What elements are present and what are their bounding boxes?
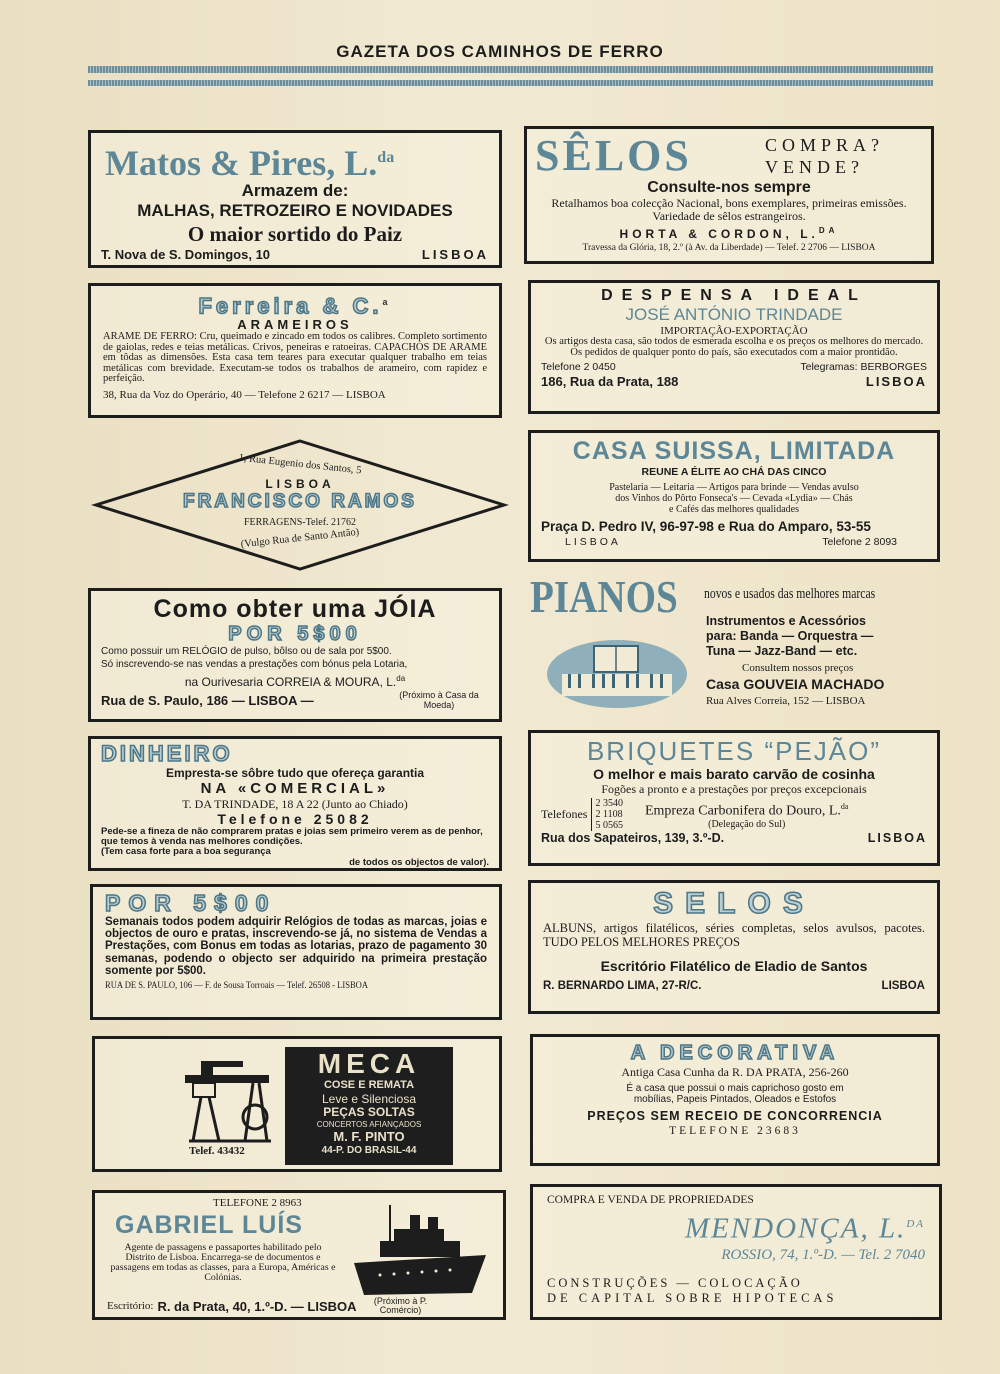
briquetes-tel-2: 2 1108 [595,809,623,820]
matos-line3: O maior sortido do Paiz [187,222,403,246]
mendonca-l3: DE CAPITAL SOBRE HIPOTECAS [547,1290,838,1305]
despensa-address: 186, Rua da Prata, 188 [541,374,679,389]
briquetes-deleg: (Delegação do Sul) [708,819,786,831]
dinheiro-title: DINHEIRO [101,741,233,766]
pianos-title: PIANOS [530,574,678,622]
matos-city: LISBOA [421,247,489,262]
francisco-name: FRANCISCO RAMOS [183,491,417,512]
joia-body2: Só inscrevendo-se nas vendas a prestações com bónus pela Lotaria, [101,659,408,670]
briquetes-l1: O melhor e mais barato carvão de cosinha [593,766,875,782]
dinheiro-l7: de todos os objectos de valor). [349,857,489,868]
joia-near: (Próximo à Casa da Moeda) [399,690,479,710]
joia-address: Rua de S. Paulo, 186 — LISBOA — [101,692,314,708]
meca-l3: PEÇAS SOLTAS [323,1105,415,1119]
briquetes-l2: Fogões a pronto e a prestações por preços excepcionais [601,782,867,796]
selos1-question [765,134,884,178]
despensa-sub: IMPORTAÇÃO-EXPORTAÇÃO [660,325,808,337]
pianos-l5: Casa GOUVEIA MACHADO [706,676,885,692]
sewing-machine-icon [179,1055,275,1147]
despensa-addr-row [541,374,927,389]
briquetes-tel-1: 2 3540 [595,798,623,809]
joia-title: Como obter uma JÓIA [153,595,437,623]
briquetes-title: BRIQUETES “PEJÃO” [586,736,882,766]
despensa-title: DESPENSA IDEAL [601,287,867,304]
francisco-tel: FERRAGENS-Telef. 21762 [243,517,357,528]
ferreira-body: ARAME DE FERRO: Cru, queimado e zincado em todos os calibres. Completo sortimento de gaiolas, redes e teias metálicas. Crivos, peneiras e ratoeiras. CAPACHOS DE ARAME em tôdas as dimensões. Esta casa tem teares para executar qualquer trabalho em teias metálicas com brevidade. Executam-se todos os trabalhos de arameiro, com rapidez e perfeição. [103,331,487,385]
selos2-address: R. BERNARDO LIMA, 27-R/C. [543,980,702,992]
gabriel-name: GABRIEL LUÍS [115,1211,303,1239]
dinheiro-l2: NA «COMERCIAL» [200,780,390,797]
selos1-compra: COMPRA? [765,135,885,155]
gabriel-address: R. da Prata, 40, 1.º-D. — LISBOA [157,1298,357,1314]
decorativa-l2: É a casa que possui o mais caprichoso gosto em mobílias, Papeis Pintados, Oleados e Estofos [626,1083,844,1105]
mendonca-l1: COMPRA E VENDA DE PROPRIEDADES [547,1194,754,1206]
selos1-vende: VENDE? [765,157,864,177]
briquetes-tel-label: Telefones [541,807,588,821]
despensa-tel-row [541,360,927,374]
briquetes-firm: Empreza Carbonifera do Douro, L.$^{da}$ [644,801,849,819]
decorativa-l3: PREÇOS SEM RECEIO DE CONCORRENCIA [587,1109,883,1123]
francisco-city: LISBOA [265,477,335,491]
dinheiro-l5: Pede-se a fineza de não comprarem pratas e joias sem primeiro verem as de penhor, que temos à venda nas melhores condições. [101,826,483,847]
selos1-firm: HORTA & CORDON, L.$^{DA}$ [619,226,839,241]
selos2-city: LISBOA [881,980,925,992]
selos2-firm: Escritório Filatélico de Eladio de Santos [600,958,868,974]
header-rule-2 [88,80,933,86]
ad-matos-pires [88,130,502,268]
gabriel-tel: TELEFONE 2 8963 [213,1197,302,1209]
meca-title: MECA [317,1048,421,1079]
decorativa-l4: TELEFONE 23683 [669,1125,801,1137]
suissa-body3: e Cafés das melhores qualidades [669,504,799,515]
gabriel-addr-label: Escritório: [107,1300,154,1312]
ad-despensa-ideal [528,280,940,414]
suissa-tel: Telefone 2 8093 [822,536,897,548]
suissa-body2: dos Vinhos do Pôrto Fonseca's — Cevada «Lydia» — Chás [615,493,853,504]
por500-body: Semanais todos podem adquirir Relógios de todas as marcas, joias e objectos de ouro e pratas, inscrevendo-se já, no sistema de Vendas a Prestações, com Bonus em todas as lotarias, prazo de pagamento 30 semanas, podendo o objecto ser adquirido na primeira prestação somente por 5$00. [105,916,487,977]
meca-l2: Leve e Silenciosa [321,1092,417,1106]
joia-foot [101,690,489,710]
suissa-city: LISBOA [565,536,621,548]
selos1-body: Retalhamos boa colecção Nacional, bons exemplares, primeiras emissões. Variedade de sêlos estrangeiros. [551,196,907,223]
pianos-address: Rua Alves Correia, 152 — LISBOA [706,695,866,707]
piano-icon [542,630,692,710]
header-rule [88,66,933,73]
page-header: GAZETA DOS CAMINHOS DE FERRO [336,42,664,61]
suissa-foot [541,536,927,548]
joia-price: POR 5$00 [228,623,362,645]
matos-footer [101,247,489,262]
ad-a-decorativa [530,1034,940,1166]
selos1-title: SÊLOS [535,131,692,180]
briquetes-tels [591,798,623,831]
pianos-l3: Tuna — Jazz-Band — etc. [706,644,858,658]
ferreira-address: 38, Rua da Voz do Operário, 40 — Telefone 2 6217 — LISBOA [103,388,386,401]
ad-ferreira [88,283,502,418]
matos-name: Matos & Pires, L.$^{da}$ [105,143,395,183]
ad-casa-suissa [528,430,940,562]
suissa-sub: REUNE A ÉLITE AO CHÁ DAS CINCO [641,466,827,478]
meca-l1: COSE E REMATA [323,1079,415,1091]
dinheiro-l4: Telefone 25082 [217,811,373,827]
ad-selos-eladio [528,880,940,1014]
ship-icon [350,1205,490,1301]
briquetes-tel-block [541,798,927,831]
matos-line1: Armazem de: [241,181,349,200]
gabriel-foot [107,1297,441,1315]
ad-pianos [528,574,940,714]
ad-francisco-ramos [90,435,510,575]
dinheiro-l6: (Tem casa forte para a boa segurança [101,846,271,857]
pianos-l4: Consultem nossos preços [742,662,854,674]
ad-como-obter-joia [88,588,502,722]
selos1-consulte: Consulte-nos sempre [647,179,811,196]
ad-meca [92,1036,502,1172]
matos-line2: MALHAS, RETROZEIRO E NOVIDADES [137,201,453,220]
gabriel-near: (Próximo à P. Comércio) [373,1296,428,1315]
decorativa-l1: Antiga Casa Cunha da R. DA PRATA, 256-260 [621,1065,849,1079]
selos2-body: ALBUNS, artigos filatélicos, séries completas, selos avulsos, pacotes. TUDO PELOS MELHORES PREÇOS [543,921,925,949]
meca-tel: Telef. 43432 [189,1145,245,1157]
decorativa-title: A DECORATIVA [630,1042,840,1064]
ad-mendonca [530,1184,942,1320]
briquetes-tel-3: 5 0565 [595,820,623,831]
briquetes-address: Rua dos Sapateiros, 139, 3.º-D. [541,831,725,845]
suissa-body1: Pastelaria — Leitaria — Artigos para brinde — Vendas avulso [609,482,859,493]
francisco-top: 1, Rua Eugenio dos Santos, 5 [238,452,362,477]
pianos-l2: para: Banda — Orquestra — [706,629,874,643]
pianos-l1: Instrumentos e Acessórios [706,614,867,628]
joia-body1: Como possuir um RELÓGIO de pulso, bôlso ou de sala por 5$00. [101,646,392,657]
ad-dinheiro [88,736,502,871]
mendonca-address: ROSSIO, 74, 1.º-D. — Tel. 2 7040 [721,1246,925,1263]
selos2-foot [543,979,925,993]
suissa-address: Praça D. Pedro IV, 96-97-98 e Rua do Amparo, 53-55 [541,519,871,534]
meca-l6: 44-P. DO BRASIL-44 [321,1145,417,1156]
gabriel-body: Agente de passagens e passaportes habilitado pelo Distrito de Lisboa. Encarrega-se de documentos e passagens em todas as classes, para a Europa, Américas e Colónias. [110,1242,336,1283]
despensa-body: Os artigos desta casa, são todos de esmerada escolha e os preços os melhores do mercado. Os pedidos de qualquer ponto do país, são executados com a maior prontidão. [544,336,924,358]
mendonca-l2: CONSTRUÇÕES — COLOCAÇÃO [547,1275,803,1290]
ad-por-5-escudos [90,884,502,1020]
ad-briquetes-pejao [528,730,940,866]
por500-title: POR 5$00 [105,890,277,916]
selos2-title: SELOS [653,887,815,920]
meca-l4: CONCERTOS AFIANÇADOS [316,1120,422,1129]
matos-address: T. Nova de S. Domingos, 10 [101,247,271,262]
mendonca-name: MENDONÇA, L.$^{DA}$ [684,1212,925,1245]
ad-selos-horta [524,126,934,264]
despensa-owner: JOSÉ ANTÓNIO TRINDADE [625,305,843,324]
ferreira-name: Ferreira & C.$^a$ [198,293,392,319]
joia-body3: na Ourivesaria CORREIA & MOURA, L.$^{da}$ [184,674,406,689]
despensa-telegr: Telegramas: BERBORGES [800,361,927,373]
dinheiro-l3: T. DA TRINDADE, 18 A 22 (Junto ao Chiado) [182,797,408,811]
despensa-city: LISBOA [865,374,927,389]
por500-address: RUA DE S. PAULO, 106 — F. de Sousa Torroais — Telef. 26508 - LISBOA [105,981,369,992]
suissa-title: CASA SUISSA, LIMITADA [572,437,896,465]
meca-panel [285,1047,453,1165]
pianos-tag: novos e usados das melhores marcas [704,586,876,602]
meca-l5: M. F. PINTO [333,1129,405,1144]
ferreira-sub: ARAMEIROS [237,317,353,333]
briquetes-foot [541,831,927,846]
briquetes-city: LISBOA [867,831,927,845]
despensa-tel: Telefone 2 0450 [541,361,616,373]
francisco-bottom: (Vulgo Rua de Santo Antão) [240,526,360,551]
selos1-address: Travessa da Glória, 18, 2.º (à Av. da Liberdade) — Telef. 2 2706 — LISBOA [582,243,876,253]
briquetes-firm-block [645,799,849,831]
dinheiro-l1: Empresta-se sôbre tudo que ofereça garantia [165,766,425,780]
ad-gabriel-luis [92,1190,506,1320]
